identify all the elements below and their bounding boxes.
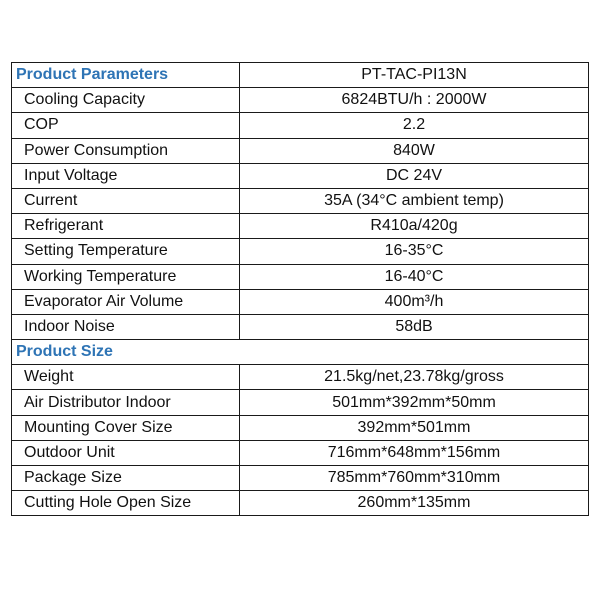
table-row [12,415,589,440]
table-row [12,466,589,491]
row-label: Weight [12,365,240,390]
row-label: Cooling Capacity [12,88,240,113]
row-label: Power Consumption [12,138,240,163]
table-row [12,314,589,339]
row-value: 840W [240,138,589,163]
row-value: 58dB [240,314,589,339]
row-label: Refrigerant [12,214,240,239]
row-label: COP [12,113,240,138]
table-row-section [12,340,589,365]
table-row [12,491,589,516]
row-label: Outdoor Unit [12,440,240,465]
row-value: R410a/420g [240,214,589,239]
row-value: 716mm*648mm*156mm [240,440,589,465]
row-value: 16-40°C [240,264,589,289]
row-value: 2.2 [240,113,589,138]
row-label: Input Voltage [12,163,240,188]
row-label: Package Size [12,466,240,491]
row-value: 6824BTU/h : 2000W [240,88,589,113]
row-label: Indoor Noise [12,314,240,339]
table-row [12,289,589,314]
row-label: Working Temperature [12,264,240,289]
row-value: 16-35°C [240,239,589,264]
table-row [12,88,589,113]
model-number: PT-TAC-PI13N [240,63,589,88]
table-row [12,113,589,138]
table-row [12,365,589,390]
row-value: 501mm*392mm*50mm [240,390,589,415]
row-value: 392mm*501mm [240,415,589,440]
row-label: Mounting Cover Size [12,415,240,440]
row-label: Evaporator Air Volume [12,289,240,314]
table-row [12,440,589,465]
section-heading-product-size: Product Size [12,340,589,365]
row-value: 785mm*760mm*310mm [240,466,589,491]
spec-table [11,62,589,516]
table-row [12,390,589,415]
table-row [12,214,589,239]
row-label: Current [12,188,240,213]
row-value: DC 24V [240,163,589,188]
row-value: 21.5kg/net,23.78kg/gross [240,365,589,390]
table-row [12,188,589,213]
row-label: Setting Temperature [12,239,240,264]
table-row-header [12,63,589,88]
table-row [12,138,589,163]
table-row [12,239,589,264]
row-label: Air Distributor Indoor [12,390,240,415]
table-row [12,264,589,289]
row-label: Cutting Hole Open Size [12,491,240,516]
table-row [12,163,589,188]
row-value: 260mm*135mm [240,491,589,516]
section-heading-product-parameters: Product Parameters [12,63,240,88]
row-value: 35A (34°C ambient temp) [240,188,589,213]
row-value: 400m³/h [240,289,589,314]
